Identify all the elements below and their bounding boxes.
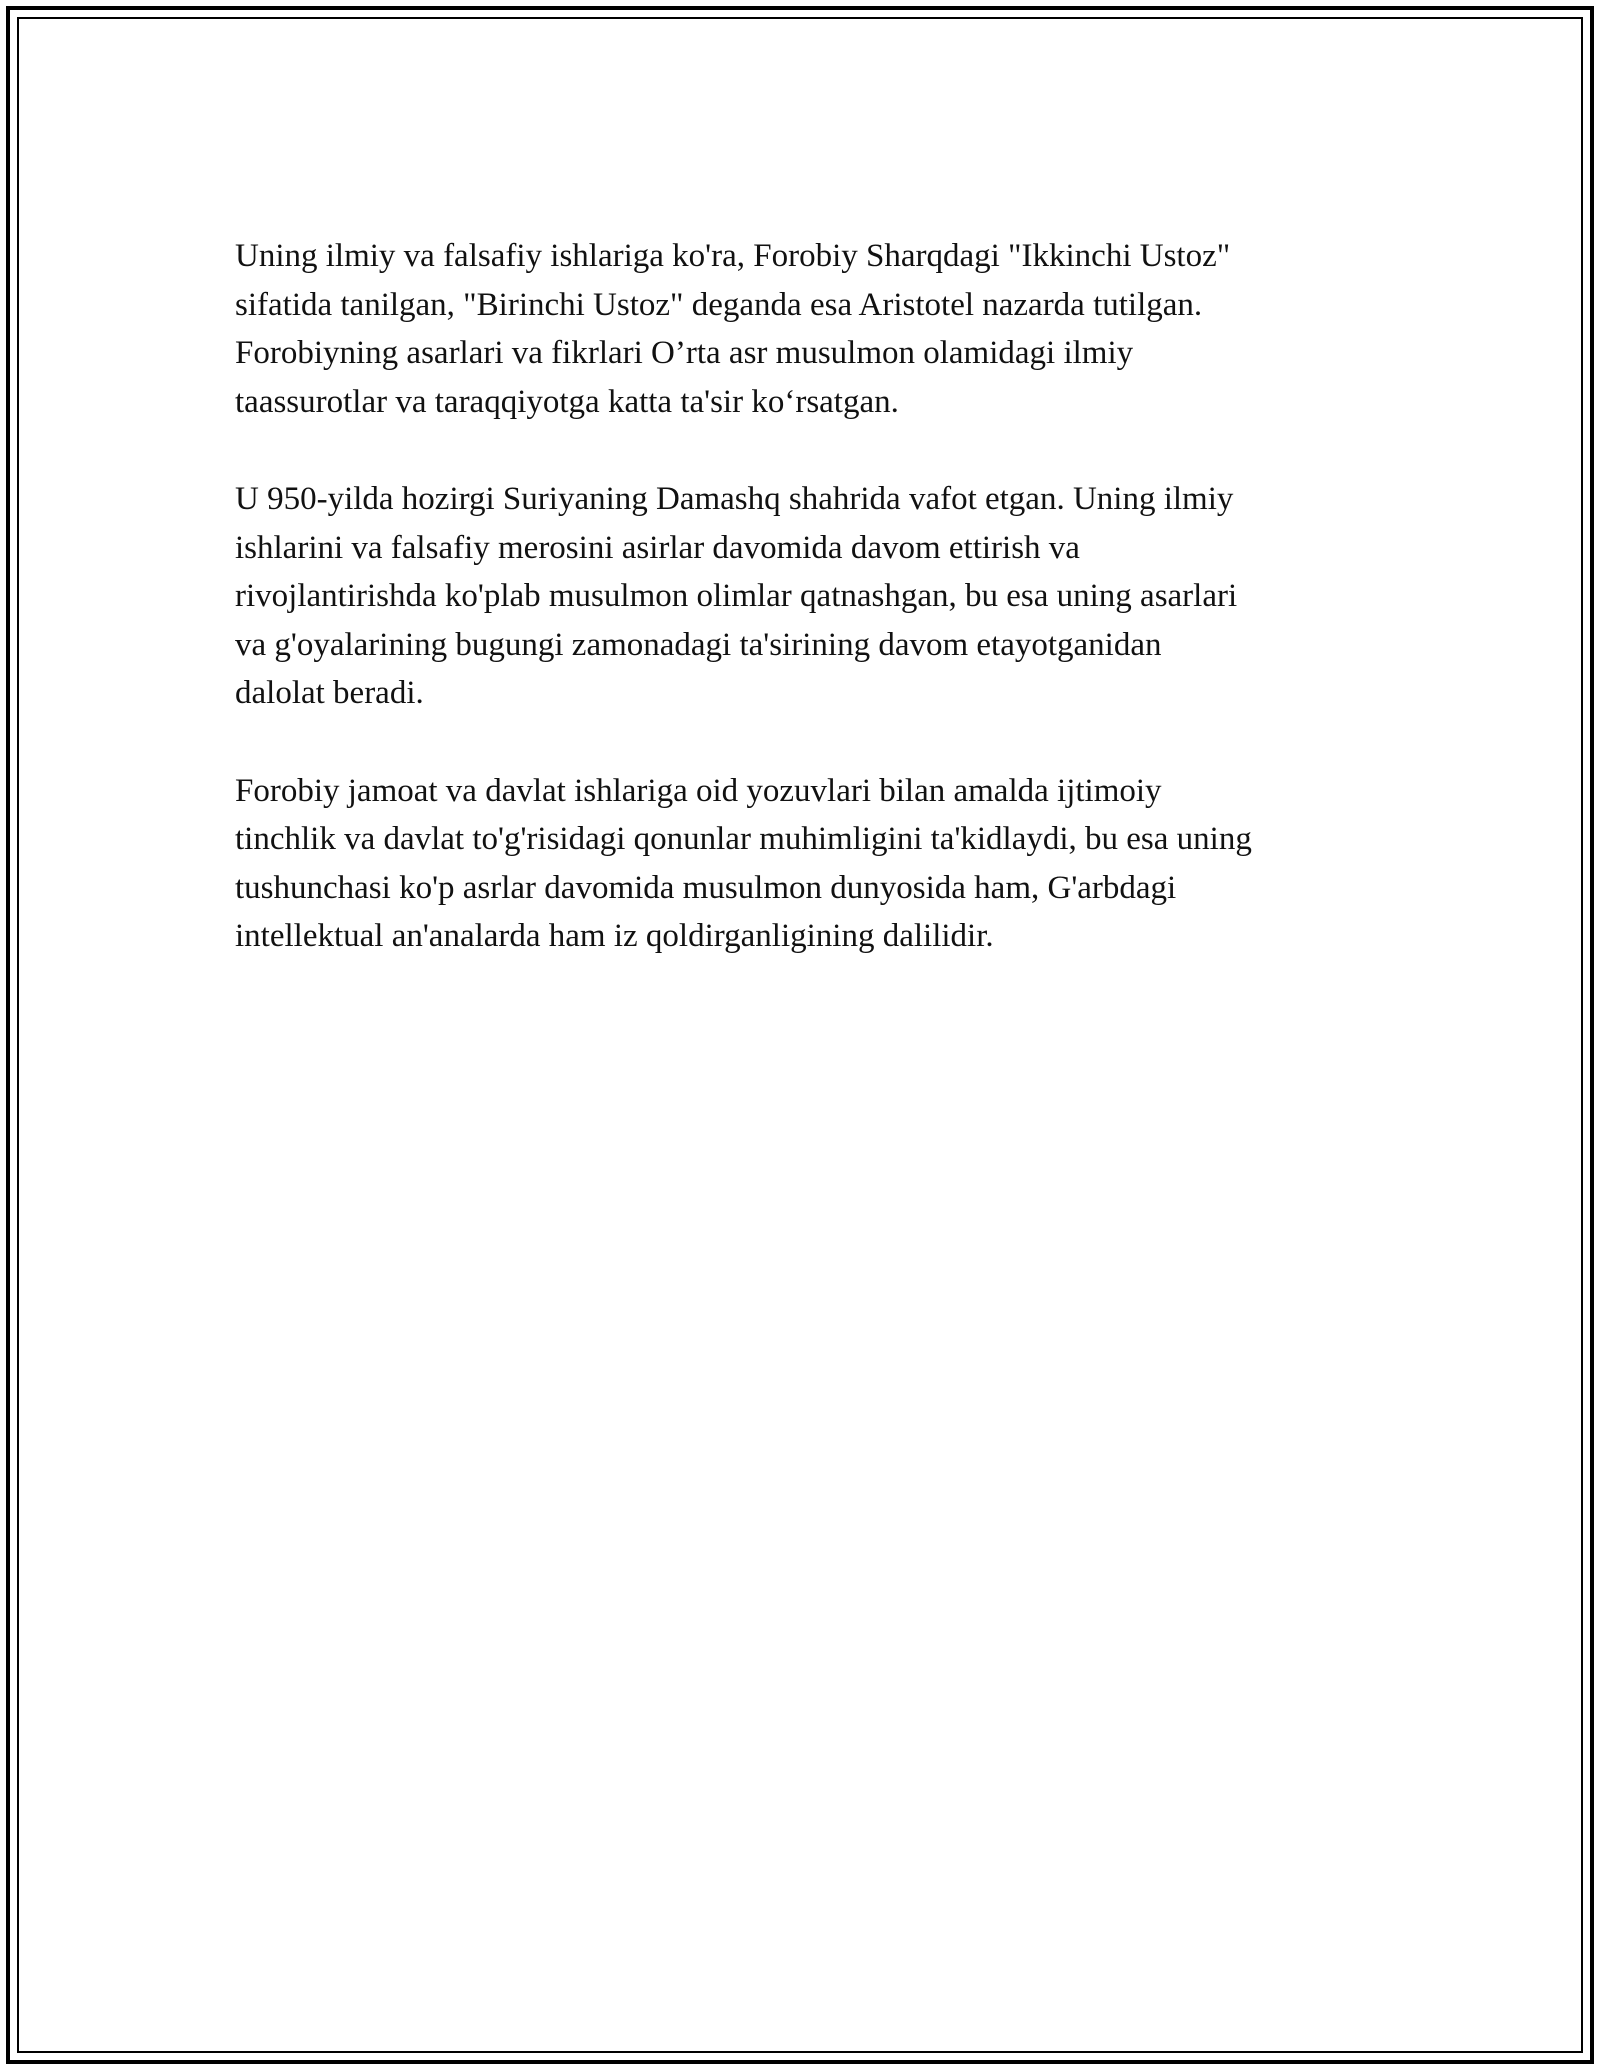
paragraph-1: Uning ilmiy va falsafiy ishlariga ko'ra, Forobiy Sharqdagi "Ikkinchi Ustoz" sifatida tanilgan, "Birinchi Ustoz" deganda esa Aristotel nazarda tutilgan. Forobiyning asarlari va fikrlari O’rta asr musulmon olamidagi ilmiy taassurotlar va taraqqiyotga katta ta'sir ko‘rsatgan.	[235, 238, 1231, 420]
paragraph-2: U 950-yilda hozirgi Suriyaning Damashq shahrida vafot etgan. Uning ilmiy ishlarini va falsafiy merosini asirlar davomida davom ettirish va rivojlantirishda ko'plab musulmon olimlar qatnashgan, bu esa uning asarlari va g'oyalarining bugungi zamonadagi ta'sirining davom etayotganidan dalolat beradi.	[235, 480, 1238, 712]
paragraph-3: Forobiy jamoat va davlat ishlariga oid yozuvlari bilan amalda ijtimoiy tinchlik va davlat to'g'risidagi qonunlar muhimligini ta'kidlaydi, bu esa uning tushunchasi ko'p asrlar davomida musulmon dunyosida ham, G'arbdagi intellektual an'analarda ham iz qoldirganligining dalilidir.	[235, 772, 1252, 955]
document-body	[235, 232, 1395, 1010]
